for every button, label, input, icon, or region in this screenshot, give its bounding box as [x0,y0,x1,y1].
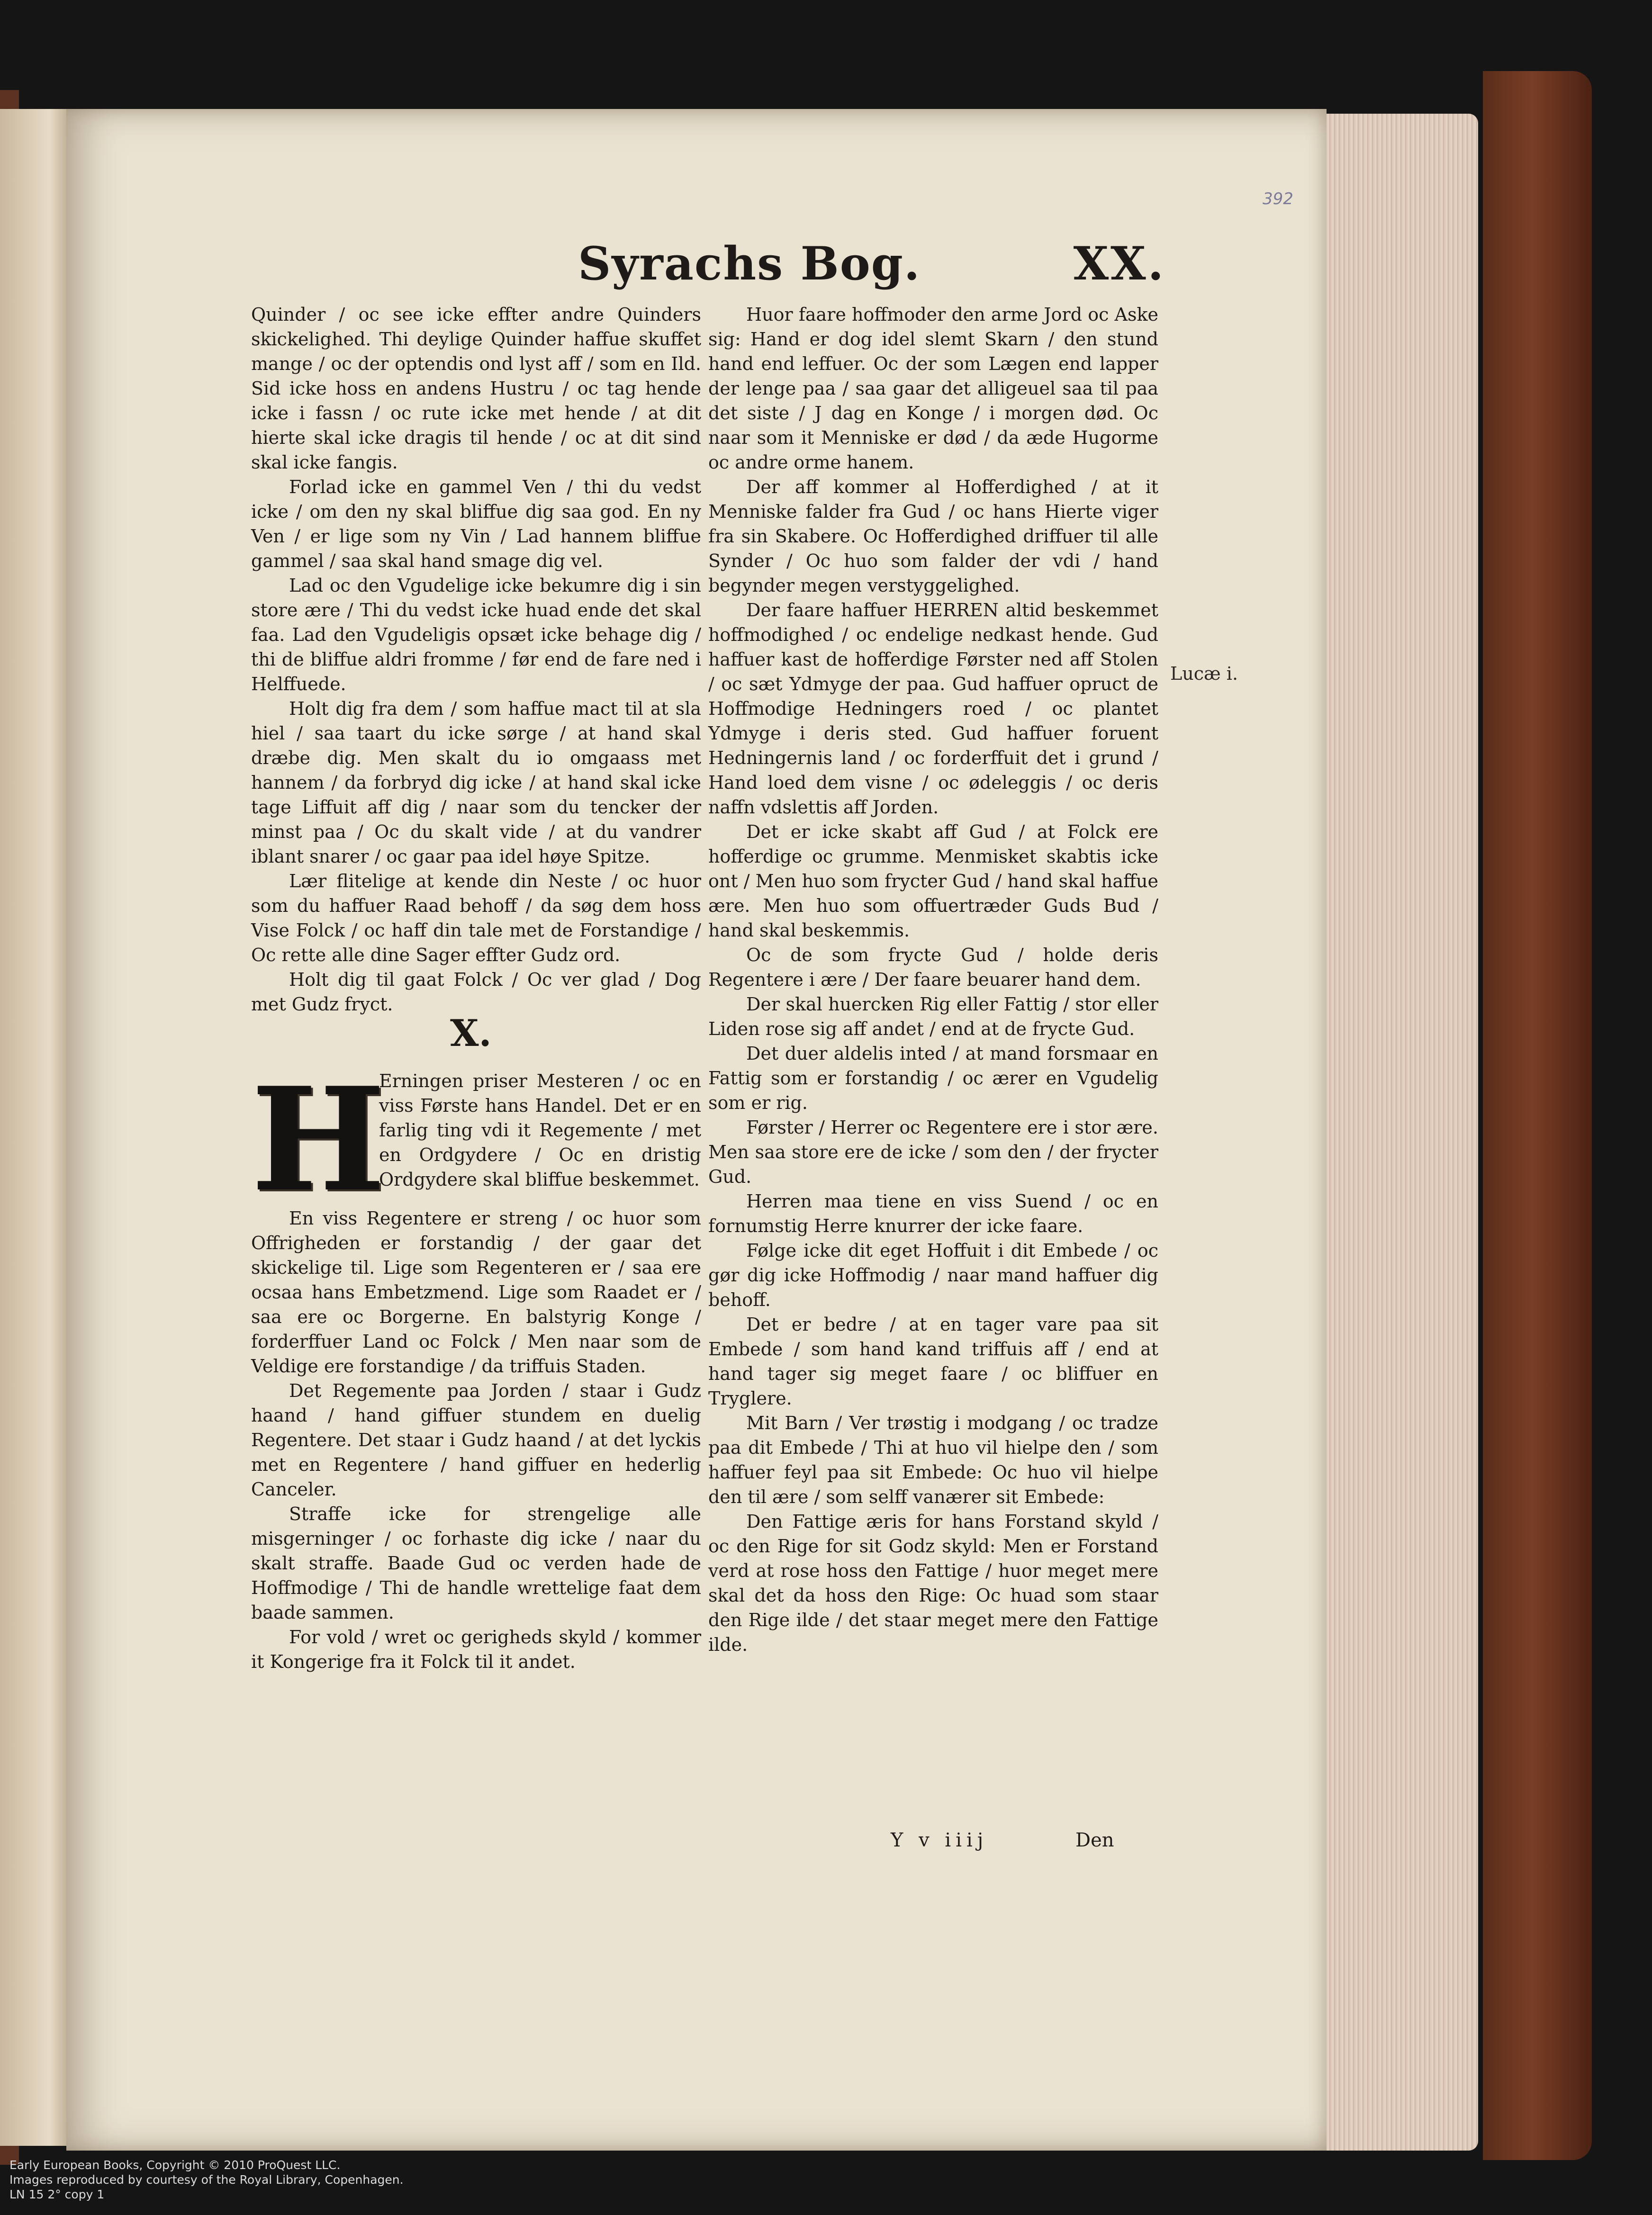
paragraph: Lad oc den Vgudelige icke bekumre dig i sin store ære / Thi du vedst icke huad ende det skal faa. Lad den Vgudeligis opsæt icke behage dig / thi de bliffue aldri fromme / før end de fare ned i Helffuede. [251,575,701,694]
paragraph: Quinder / oc see icke effter andre Quinders skickelighed. Thi deylige Quinder haffue skuffet mange / oc der optendis ond lyst aff / som en Ild. Sid icke hoss en andens Hustru / oc tag hende icke i fassn / oc rute icke met hende / at dit hierte skal icke dragis til hende / oc at dit sind skal icke fangis. [251,304,701,473]
paragraph: Oc de som frycte Gud / holde deris Regentere i ære / Der faare beuarer hand dem. [708,945,1158,990]
paragraph: Der faare haffuer HERREN altid beskemmet hoffmodighed / oc endelige nedkast hende. Gud haffuer kast de hofferdige Førster ned aff Stolen / oc sæt Ydmyge der paa. Gud haffuer opruct de Hoffmodige Hedningers roed / oc plantet Ydmyge i deris sted. Gud haffuer foruent Hedningernis land / oc forderffuit det i grund / Hand loed dem visne / oc ødeleggis / oc deris naffn vdslettis aff Jorden. [708,600,1158,818]
paragraph: Huor faare hoffmoder den arme Jord oc Aske sig: Hand er dog idel slemt Skarn / den stund hand end leffuer. Oc der som Lægen end lapper der lenge paa / saa gaar det alligeuel saa til paa det siste / J dag en Konge / i morgen død. Oc naar som it Menniske er død / da æde Hugorme oc andre orme hanem. [708,304,1158,473]
paragraph: Følge icke dit eget Hoffuit i dit Embede / oc gør dig icke Hoffmodig / naar mand haffuer dig behoff. [708,1240,1158,1310]
running-head-title: Syrachs Bog. [578,237,921,290]
paragraph: Holt dig til gaat Folck / Oc ver glad / Dog met Gudz fryct. [251,969,701,1015]
book-cover-edge [1483,71,1592,2160]
paragraph: Herren maa tiene en viss Suend / oc en fornumstig Herre knurrer der icke faare. [708,1191,1158,1236]
paragraph: For vold / wret oc gerigheds skyld / kommer it Kongerige fra it Folck til it andet. [251,1627,701,1672]
paragraph: Holt dig fra dem / som haffue mact til at sla hiel / saa taart du icke sørge / at hand skal dræbe dig. Men skalt du io omgaass met hannem / da forbryd dig icke / at hand skal icke tage Liffuit aff dig / naar som du tencker der minst paa / Oc du skalt vide / at du vandrer iblant snarer / oc gaar paa idel høye Spitze. [251,698,701,867]
credit-line: Early European Books, Copyright © 2010 ProQuest LLC. [9,2158,341,2172]
paragraph: Det er icke skabt aff Gud / at Folck ere hofferdige oc grumme. Menmisket skabtis icke ont / Men huo som frycter Gud / hand skal haffue ære. Men huo som offuertræder Guds Bud / hand skal beskemmis. [708,821,1158,941]
paragraph: Den Fattige æris for hans Forstand skyld / oc den Rige for sit Godz skyld: Men er Forstand verd at rose hoss den Fattige / huor meget mere skal det da hoss den Rige: Oc huad som staar den Rige ilde / det staar meget mere den Fattige ilde. [708,1511,1158,1655]
paragraph: Det Regemente paa Jorden / staar i Gudz haand / hand giffuer stundem en duelig Regentere. Det staar i Gudz haand / at det lyckis met en Regentere / hand giffuer en hederlig Canceler. [251,1380,701,1500]
paragraph: Straffe icke for strengelige alle misgerninger / oc forhaste dig icke / naar du skalt straffe. Baade Gud oc verden hade de Hoffmodige / Thi de handle wrettelige faat dem baade sammen. [251,1504,701,1623]
running-head [578,237,1165,294]
page-stack [1317,114,1478,2151]
folio-number: 392 [1263,189,1293,208]
chapter-first-paragraph: Erningen priser Mesteren / oc en viss Første hans Handel. Det er en farlig ting vdi it Regemente / met en Ordgydere / Oc en dristig Ordgydere skal bliffue beskemmet. [379,1071,701,1190]
paragraph: Det duer aldelis inted / at mand forsmaar en Fattig som er forstandig / oc ærer en Vgudelig som er rig. [708,1043,1158,1113]
chapter-opening [251,1012,701,1223]
credit-line: Images reproduced by courtesy of the Royal Library, Copenhagen. [9,2173,404,2187]
credit-footer [9,2158,404,2202]
signature-mark: Y v iiij [891,1829,988,1851]
running-head-chapter: XX. [1073,237,1165,290]
paragraph: Der skal huercken Rig eller Fattig / stor eller Liden rose sig aff andet / end at de frycte Gud. [708,994,1158,1039]
paragraph: Det er bedre / at en tager vare paa sit Embede / som hand kand triffuis aff / end at hand tager sig meget faare / oc bliffuer en Tryglere. [708,1314,1158,1409]
chapter-heading: X. [450,1012,492,1055]
paragraph: Lær flitelige at kende din Neste / oc huor som du haffuer Raad behoff / da søg dem hoss Vise Folck / oc haff din tale met de Forstandige / Oc rette alle dine Sager effter Gudz ord. [251,871,701,965]
paragraph: Førster / Herrer oc Regentere ere i stor ære. Men saa store ere de icke / som den / der frycter Gud. [708,1117,1158,1187]
margin-note: Lucæ i. [1170,663,1238,684]
left-column [251,302,701,1674]
credit-line: LN 15 2° copy 1 [9,2188,105,2201]
decorated-initial: H [251,1056,386,1223]
paragraph: En viss Regentere er streng / oc huor som Offrigheden er forstandig / der gaar det skickelige til. Lige som Regenteren er / saa ere ocsaa hans Embetzmend. Lige som Raadet er / saa ere oc Borgerne. En balstyrig Konge / forderffuer Land oc Folck / Men naar som de Veldige ere forstandige / da triffuis Staden. [251,1208,701,1377]
paragraph: Forlad icke en gammel Ven / thi du vedst icke / om den ny skal bliffue dig saa god. En ny Ven / er lige som ny Vin / Lad hannem bliffue gammel / saa skal hand smage dig vel. [251,477,701,571]
catchword: Den [1075,1829,1114,1851]
left-page-edge [0,109,71,2146]
paragraph: Mit Barn / Ver trøstig i modgang / oc tradze paa dit Embede / Thi at huo vil hielpe den / som haffuer feyl paa sit Embede: Oc huo vil hielpe den til ære / som selff vanærer sit Embede: [708,1413,1158,1507]
right-column [708,302,1158,1657]
paragraph: Der aff kommer al Hofferdighed / at it Menniske falder fra Gud / oc hans Hierte viger fra sin Skabere. Oc Hofferdighed driffuer til alle Synder / Oc huo som falder der vdi / hand begynder megen verstyggelighed. [708,477,1158,596]
